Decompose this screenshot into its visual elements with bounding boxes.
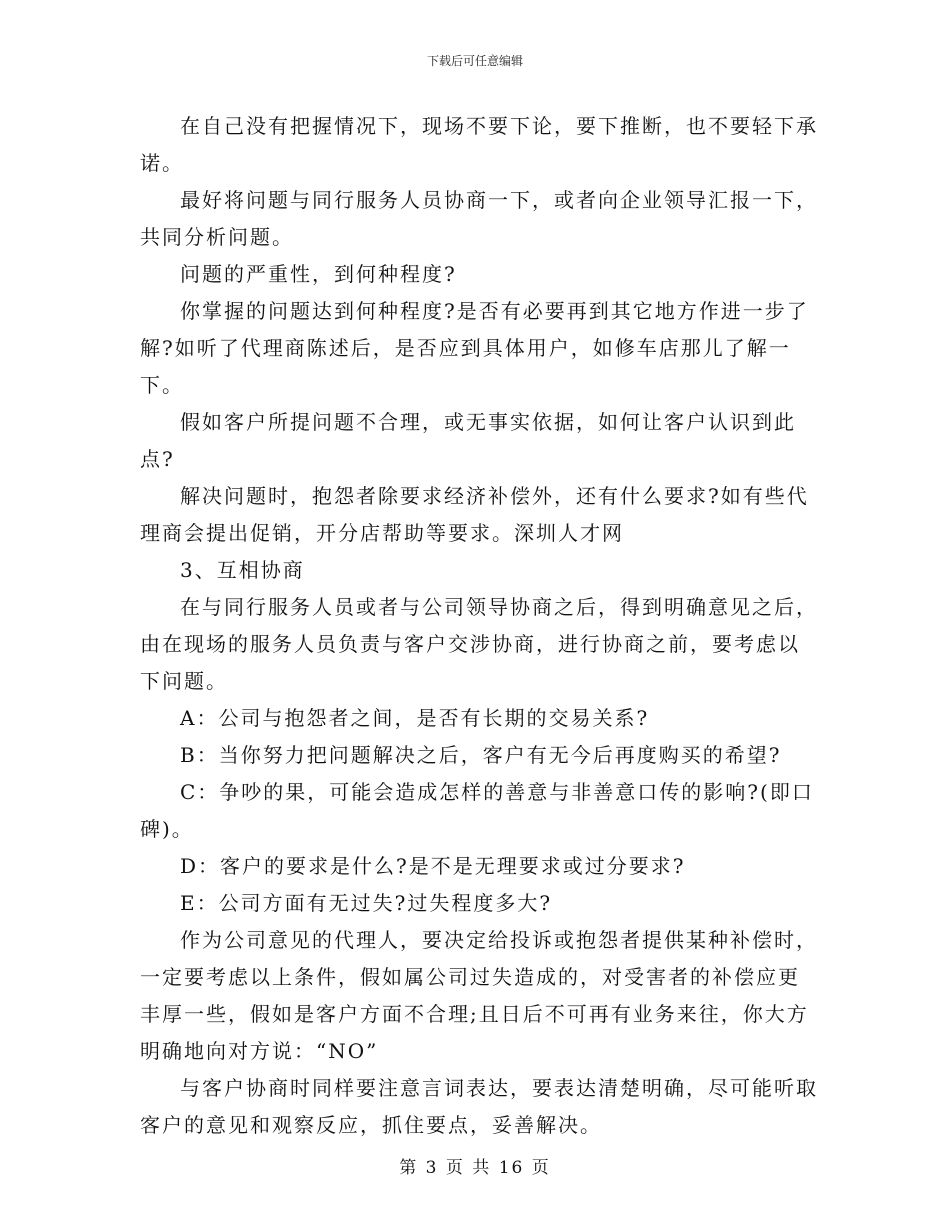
paragraph: 在自己没有把握情况下，现场不要下论，要下推断，也不要轻下承诺。: [140, 114, 818, 175]
list-item: B：当你努力把问题解决之后，客户有无今后再度购买的希望?: [180, 743, 782, 767]
section-heading: 3、互相协商: [180, 558, 305, 582]
paragraph: 解决问题时，抱怨者除要求经济补偿外，还有什么要求?如有些代理商会提出促销，开分店帮助等要求。深圳人才网: [140, 484, 809, 545]
list-item: E：公司方面有无过失?过失程度多大?: [180, 891, 553, 915]
paragraph: 问题的严重性，到何种程度?: [180, 262, 457, 286]
paragraph: 假如客户所提问题不合理，或无事实依据，如何让客户认识到此点?: [140, 410, 796, 471]
paragraph: 在与同行服务人员或者与公司领导协商之后，得到明确意见之后，由在现场的服务人员负责与客户交涉协商，进行协商之前，要考虑以下问题。: [140, 595, 818, 693]
list-item: C：争吵的果，可能会造成怎样的善意与非善意口传的影响?(即口碑)。: [140, 780, 814, 841]
document-body: [140, 108, 820, 1144]
page-header-note: 下载后可任意编辑: [426, 54, 523, 68]
paragraph: 与客户协商时同样要注意言词表达，要表达清楚明确，尽可能听取客户的意见和观察反应，抓住要点，妥善解决。: [140, 1076, 818, 1137]
paragraph: 你掌握的问题达到何种程度?是否有必要再到其它地方作进一步了解?如听了代理商陈述后，是否应到具体用户，如修车店那儿了解一下。: [140, 299, 809, 397]
list-item: A：公司与抱怨者之间，是否有长期的交易关系?: [180, 706, 650, 730]
page-number-footer: 第 3 页 共 16 页: [399, 1158, 551, 1178]
paragraph: 作为公司意见的代理人，要决定给投诉或抱怨者提供某种补偿时，一定要考虑以上条件，假如属公司过失造成的，对受害者的补偿应更丰厚一些，假如是客户方面不合理;且日后不可再有业务来往，你大方明确地向对方说：“NO”: [140, 928, 818, 1063]
paragraph: 最好将问题与同行服务人员协商一下，或者向企业领导汇报一下，共同分析问题。: [140, 188, 818, 249]
list-item: D：客户的要求是什么?是不是无理要求或过分要求?: [180, 854, 686, 878]
